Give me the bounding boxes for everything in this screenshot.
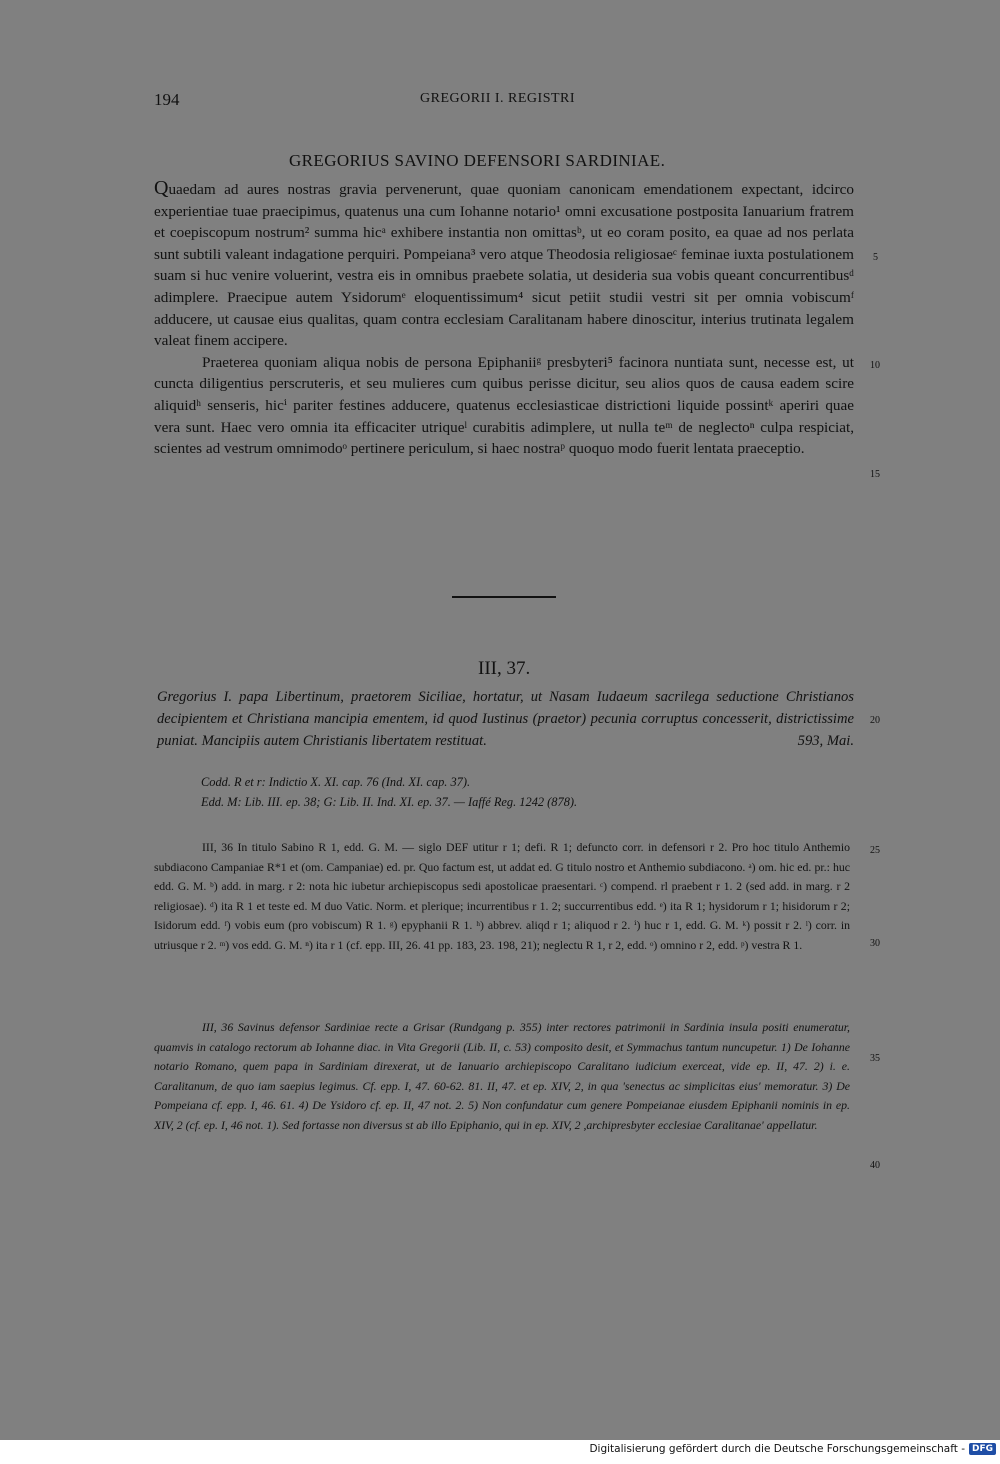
page-number: 194 bbox=[154, 90, 180, 109]
codices-line: Codd. R et r: Indictio X. XI. cap. 76 (Ind. XI. cap. 37). bbox=[201, 775, 471, 789]
letter-title: GREGORIUS SAVINO DEFENSORI SARDINIAE. bbox=[289, 151, 666, 170]
line-number: 5 bbox=[873, 252, 878, 263]
line-number: 35 bbox=[870, 1053, 880, 1064]
letter-paragraph-2: Praeterea quoniam aliqua nobis de persona Epiphaniiᵍ presbyteri⁵ facinora nuntiata sunt, necesse est, ut cuncta diligentius perscruteris, et seu mulieres cum quibus perisse dicitur, seu alios quos de causa eadem scire aliquidʰ senseris, hicⁱ pariter festines adducere, quatenus ecclesiasticae districtioni liquide possintᵏ aperiri quae vera sunt. Haec vero omnia ita efficaciter utriqueˡ curabitis adimplere, ut nulla teᵐ de neglectoⁿ culpa respiciat, scientes ad vestrum omnimodoᵒ pertinere periculum, si haec nostraᵖ quoquo modo fuerit lentata praeceptio. bbox=[154, 353, 854, 458]
line-number: 15 bbox=[870, 469, 880, 480]
critical-apparatus: III, 36 In titulo Sabino R 1, edd. G. M. — siglo DEF utitur r 1; defi. R 1; defuncto corr. in defensori r 2. Pro hoc titulo Anthemio subdiacono Campaniae R*1 et (om. Campaniae) ed. pr. Quo factum est, ut addat ed. G titulo nostro et Anthemio subdiacono. ᵃ) om. hic ed. pr.: huc edd. G. M. ᵇ) add. in marg. r 2: nota hic iubetur archiepiscopus sedi apostolicae praesentari. ᶜ) compend. rl praebent r 1. 2 (sed add. in marg. r 2 religiosae). ᵈ) ita R 1 et teste ed. M duo Vatic. Norm. et plerique; incurrentibus r 1. 2; succurrentibus edd. ᵉ) ita R 1; hysidorum r 1; hisidorum r 2; Isidorum edd. ᶠ) vobis eum (pro vobiscum) R 1. ᵍ) epyphanii R 1. ʰ) abbrev. aliqd r 1; aliquod r 2. ⁱ) huc r 1, edd. G. M. ᵏ) possit r 2. ˡ) corr. in utriusque r 2. ᵐ) vos edd. G. M. ⁿ) ita r 1 (cf. epp. III, 26. 41 pp. 183, 23. 198, 21); neglectu R 1, r 2, edd. ᵒ) omnino r 2, edd. ᵖ) vestra R 1. bbox=[154, 840, 850, 952]
line-number: 30 bbox=[870, 938, 880, 949]
line-number: 20 bbox=[870, 715, 880, 726]
dropcap: Q bbox=[154, 177, 169, 199]
commentary-notes: III, 36 Savinus defensor Sardiniae recte a Grisar (Rundgang p. 355) inter rectores patrimonii in Sardinia insula positi enumeratur, quamvis in catalogo rectorum ab Iohanne diac. in Vita Gregorii (Lib. II, c. 53) composito desit, et Symmachus tantum nuncupetur. 1) De Iohanne notario Romano, quem papa in Sardiniam direxerat, ut de Ianuario archiepiscopo Caralitano iudicium exerceat, vide ep. II, 47. 2) i. e. Caralitanum, de quo iam saepius legimus. Cf. epp. I, 47. 60-62. 81. II, 47. et ep. XIV, 2, in qua 'senectus ac simplicitas eius' memoratur. 3) De Pompeiana cf. epp. I, 46. 61. 4) De Ysidoro cf. ep. II, 47 not. 2. 5) Non confundatur cum genere Pompeianae eiusdem Epiphanii nominis in ep. XIV, 2 (cf. ep. I, 46 not. 1). Sed fortasse non diversus st ab illo Epiphanio, qui in ep. XIV, 2 ,archipresbyter ecclesiae Caralitanae' appellatur. bbox=[154, 1020, 850, 1132]
running-head: GREGORII I. REGISTRI bbox=[420, 91, 576, 106]
section-date: 593, Mai. bbox=[797, 733, 854, 749]
funding-footer bbox=[589, 1443, 996, 1455]
line-number: 10 bbox=[870, 360, 880, 371]
dfg-logo: DFG bbox=[969, 1443, 996, 1455]
editions-line: Edd. M: Lib. III. ep. 38; G: Lib. II. Ind. XI. ep. 37. — Iaffé Reg. 1242 (878). bbox=[201, 795, 578, 809]
line-number: 25 bbox=[870, 845, 880, 856]
letter-paragraph-1: Quaedam ad aures nostras gravia pervenerunt, quae quoniam canonicam emendationem expectant, idcirco experientiae tuae praecipimus, quatenus una cum Iohanne notario¹ omni excusatione postposita Ianuarium fratrem et coepiscopum nostrum² summa hicᵃ exhibere instantia non omittasᵇ, ut eo coram posito, ea quae ad nos perlata sunt subtili valeant indagatione perquiri. Pompeiana³ vero atque Theodosia religiosaeᶜ feminae iuxta postulationem suam si huc venire voluerint, vestra eis in omnibus praebete solatia, ut desideria sua vobis queant concurrentibusᵈ adimplere. Praecipue autem Ysidorumᵉ eloquentissimum⁴ sicut petiit studii vestri sit per omnia vobiscumᶠ adducere, ut causae eius qualitas, quam contra ecclesiam Caralitanam habere dinoscitur, interius trutinata legalem valeat finem accipere. bbox=[154, 177, 854, 350]
letter-body bbox=[154, 178, 854, 460]
section-number: III, 37. bbox=[478, 658, 531, 679]
section-divider bbox=[452, 596, 556, 598]
section-summary: Gregorius I. papa Libertinum, praetorem Siciliae, hortatur, ut Nasam Iudaeum sacrilega seductione Christianos decipientem et Christiana mancipia ementem, id quod Iustinus (praetor) pecunia corruptus concesserit, districtissime puniat. Mancipiis autem Christianis libertatem restituat. 593, Mai. bbox=[157, 686, 854, 752]
funding-text: Digitalisierung gefördert durch die Deutsche Forschungsgemeinschaft - bbox=[589, 1443, 965, 1455]
line-number: 40 bbox=[870, 1160, 880, 1171]
